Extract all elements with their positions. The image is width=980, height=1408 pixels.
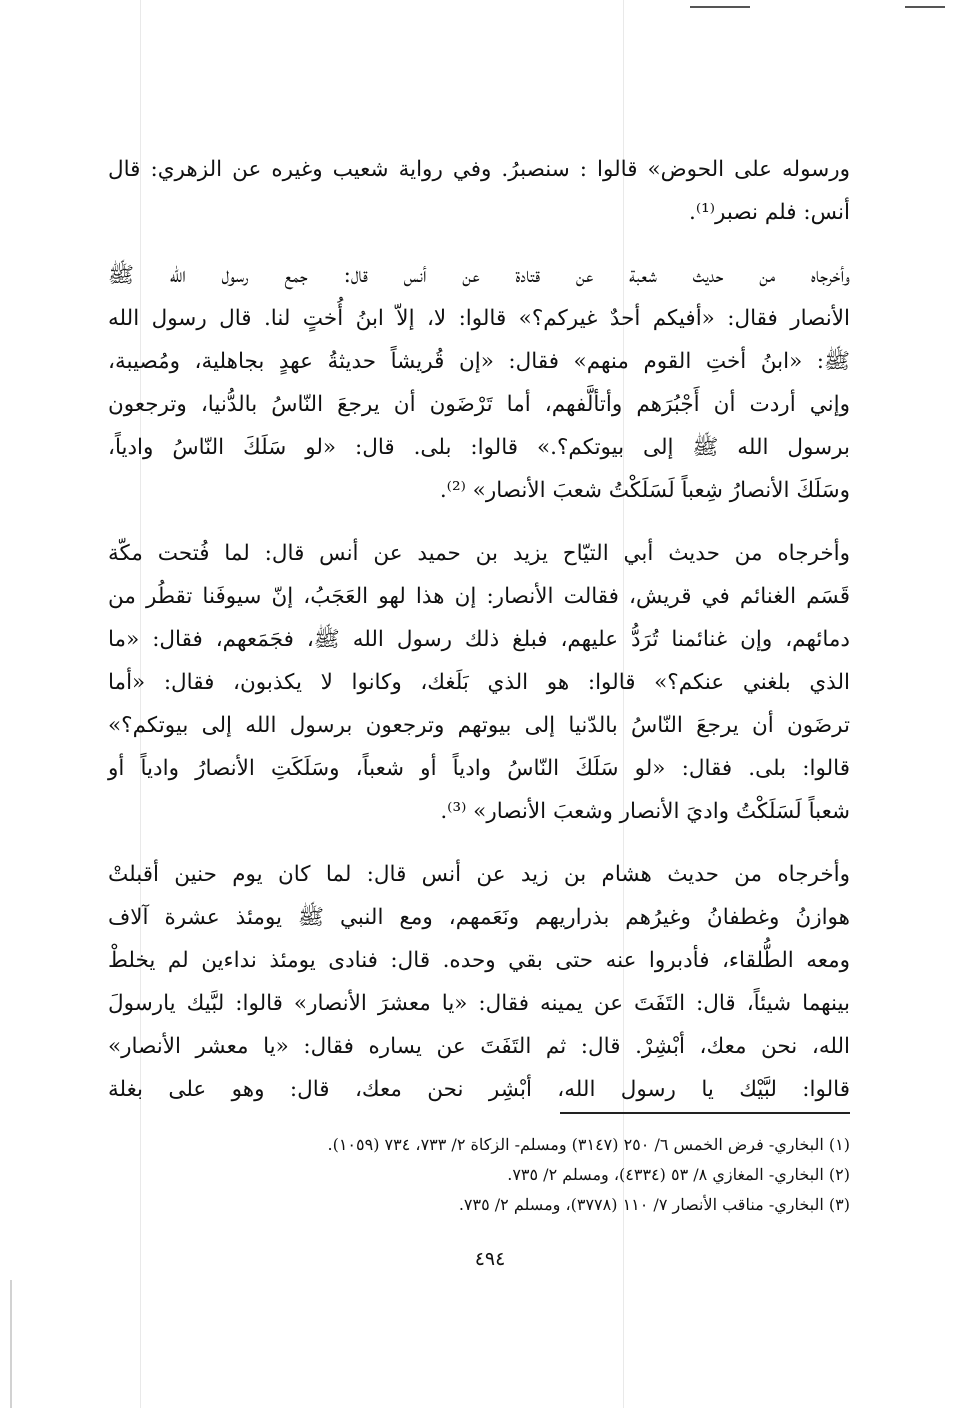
text-line: وإني أردت أن أَجْبُرَهم وأتألَّفهم، أما تَرْضَون أن يرجعَ النّاسُ بالدُّنيا، وترجعون: [108, 392, 850, 417]
text-line: الله، نحن معك، أبْشِرْ. قال: ثم التَفَتَ عن يساره فقال: «يا معشر الأنصار»: [108, 1034, 850, 1059]
top-edge-mark: [690, 6, 750, 8]
text-line: وأخرجاه من حديث هشام بن زيد عن أنس قال: لما كان يوم حنين أقبلتْ: [108, 862, 850, 887]
text-line: وأخرجاه من حديث شعبة عن قتادة عن أنس قال: جمع رسول الله ﷺ: [108, 263, 850, 288]
text-line: أنس: فلم نصبر⁽¹⁾.: [689, 200, 850, 225]
text-line: شعباً لَسَلَكْتُ واديَ الأنصار وشعبَ الأنصار» ⁽³⁾.: [440, 799, 850, 824]
footnote-3: (٣) البخاري- مناقب الأنصار ٧/ ١١٠ (٣٧٧٨)، ومسلم ٢/ ٧٣٥.: [458, 1195, 850, 1214]
footnote-2: (٢) البخاري- المغازي ٨/ ٥٣ (٤٣٣٤)، ومسلم ٢/ ٧٣٥.: [507, 1165, 850, 1184]
text-line: قالوا: بلى. فقال: «لو سَلَكَ النّاسُ وادياً أو شعباً، وسَلَكَتِ الأنصارُ وادياً أو: [108, 756, 850, 781]
text-line: برسول الله ﷺ إلى بيوتكم؟.» قالوا: بلى. قال: «لو سَلَكَ النّاسُ وادياً،: [108, 435, 850, 460]
footnote-divider: [560, 1112, 850, 1114]
text-line: ﷺ: «ابنُ أختِ القوم منهم» فقال: «إن قُريشاً حديثةُ عهدٍ بجاهلية، ومُصيبة،: [108, 349, 850, 374]
text-line: وأخرجاه من حديث أبي التيّاح يزيد بن حميد عن أنس قال: لما فُتحت مكّة: [108, 541, 850, 566]
paragraph-4: [108, 853, 850, 1111]
top-edge-mark: [905, 6, 945, 8]
text-line: الذي بلغني عنكم؟» قالوا: هو الذي بَلَغك، وكانوا لا يكذبون، فقال: «أما: [108, 670, 850, 695]
footnotes: [108, 1130, 850, 1220]
text-line: ترضَون أن يرجعَ النّاسُ بالدّنيا إلى بيوتهم وترجعون برسول الله إلى بيوتكم؟»: [108, 713, 850, 738]
paragraph-2: [108, 254, 850, 512]
scan-artifact-line: [10, 1280, 12, 1408]
page-body: [108, 148, 850, 1131]
text-line: ومعه الطُّلقاء، فأدبروا عنه حتى بقي وحده. قال: فنادى يومئذ نداءين لم يخلطْ: [108, 948, 850, 973]
text-line: قَسَم الغنائم في قريش، فقالت الأنصار: إن هذا لهو العَجَبُ، إنّ سيوفَنا تقطُر من: [108, 584, 850, 609]
text-line: بينهما شيئاً، قال: التَفَتَ عن يمينه فقال: «يا معشرَ الأنصار» قالوا: لبَّيك يارسولَ: [108, 991, 850, 1016]
paragraph-3: [108, 532, 850, 833]
page-number: ٤٩٤: [474, 1248, 506, 1270]
text-line: ورسوله على الحوض» قالوا : سنصبرُ. وفي رواية شعيب وغيره عن الزهري: قال: [108, 157, 850, 182]
text-line: دمائهم، وإن غنائمنا تُرَدُّ عليهم، فبلغ ذلك رسول الله ﷺ، فجَمَعهم، فقال: «ما: [108, 627, 850, 652]
text-line: الأنصار فقال: «أفيكم أحدٌ غيركم؟» قالوا: لا، إلاّ ابنُ أُختٍ لنا. قال رسول الله: [108, 306, 850, 331]
footnote-1: (١) البخاري- فرض الخمس ٦/ ٢٥٠ (٣١٤٧) ومسلم- الزكاة ٢/ ٧٣٣، ٧٣٤ (١٠٥٩).: [327, 1135, 850, 1154]
paragraph-1: [108, 148, 850, 234]
text-line: هوازنُ وغطفانُ وغيرُهم بذراريهم ونَعَمهم، ومع النبي ﷺ يومئذ عشرة آلاف: [108, 905, 850, 930]
text-line: وسَلَكَ الأنصارُ شِعباً لَسَلَكْتُ شعبَ الأنصار» ⁽²⁾.: [439, 478, 850, 503]
text-line: قالوا: لبَّيْك يا رسول الله، أبْشِر نحن معك، قال: وهو على بغلة: [108, 1077, 850, 1102]
